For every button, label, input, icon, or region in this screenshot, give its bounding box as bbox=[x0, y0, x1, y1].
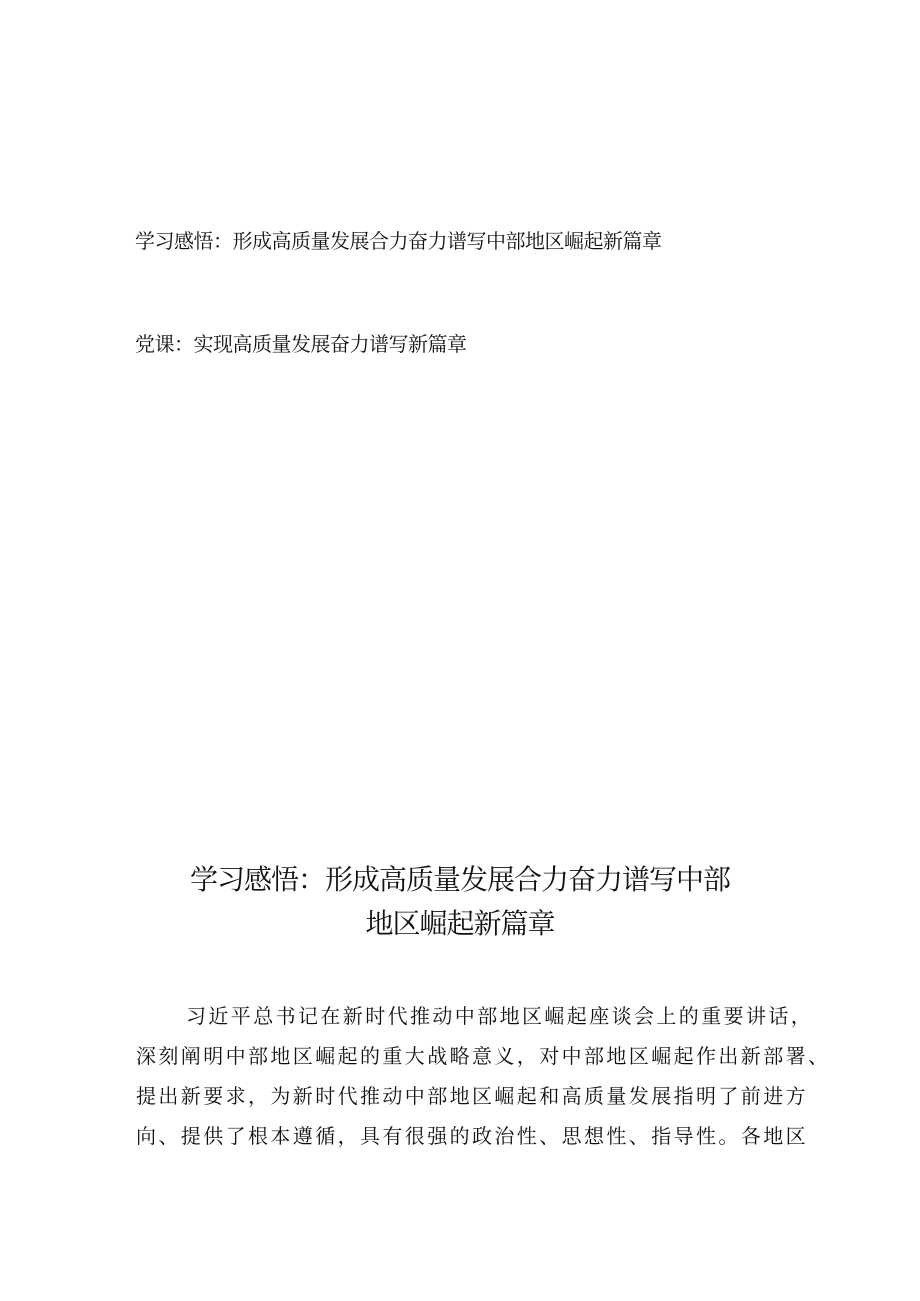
article-body bbox=[136, 996, 831, 1156]
body-line: 提出新要求，为新时代推动中部地区崛起和高质量发展指明了前进方 bbox=[136, 1084, 808, 1108]
article-title-line: 地区崛起新篇章 bbox=[365, 907, 555, 940]
article-title bbox=[0, 858, 920, 946]
body-line: 深刻阐明中部地区崛起的重大战略意义，对中部地区崛起作出新部署、 bbox=[136, 1044, 831, 1068]
article-title-line: 学习感悟：形成高质量发展合力奋力谱写中部 bbox=[189, 863, 730, 896]
body-line: 习近平总书记在新时代推动中部地区崛起座谈会上的重要讲话， bbox=[186, 1004, 814, 1028]
toc-item-party-lecture[interactable]: 党课：实现高质量发展奋力谱写新篇章 bbox=[135, 332, 467, 356]
toc-item-study-reflection[interactable]: 学习感悟：形成高质量发展合力奋力谱写中部地区崛起新篇章 bbox=[135, 229, 662, 253]
body-line: 向、提供了根本遵循，具有很强的政治性、思想性、指导性。各地区 bbox=[136, 1124, 808, 1148]
